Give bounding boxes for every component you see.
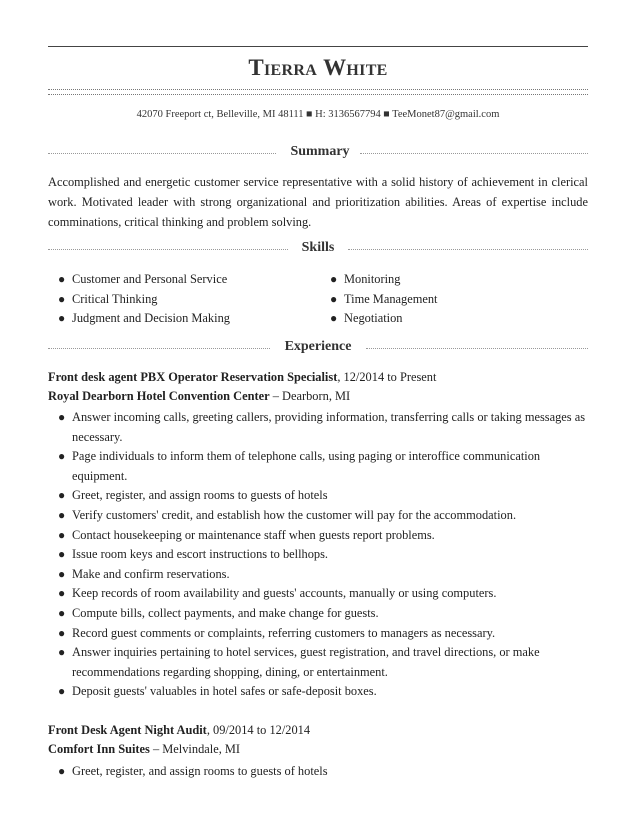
divider-left — [48, 153, 276, 154]
bullet-icon: ● — [58, 410, 66, 424]
skill-label: Customer and Personal Service — [72, 272, 228, 286]
summary-heading: Summary — [290, 144, 350, 159]
last-name: White — [323, 55, 388, 80]
duty-text: Answer incoming calls, greeting callers, providing information, transferring calls or taking messages as necessary. — [72, 410, 586, 444]
divider-left — [48, 348, 270, 349]
duty-text: Answer inquiries pertaining to hotel services, guest registration, and travel directions, or make recommendations regarding shopping, dining, or entertainment. — [72, 645, 540, 679]
duty-text: Verify customers' credit, and establish how the customer will pay for the accommodation. — [72, 507, 517, 522]
duty-item — [48, 624, 588, 644]
bullet-icon: ● — [58, 507, 66, 522]
job-company: Royal Dearborn Hotel Convention Center — [48, 389, 270, 403]
bullet-icon: ● — [58, 488, 66, 503]
name-divider — [48, 89, 588, 95]
skill-item — [48, 290, 230, 310]
skill-item — [48, 270, 230, 290]
top-rule — [48, 46, 588, 47]
duty-item — [48, 643, 588, 682]
duty-item — [48, 526, 588, 546]
bullet-icon: ● — [58, 449, 66, 464]
bullet-icon: ● — [58, 625, 66, 640]
duty-text: Keep records of room availability and guests' accounts, manually or using computers. — [72, 586, 497, 601]
duty-text: Issue room keys and escort instructions to bellhops. — [72, 547, 329, 562]
duty-item — [48, 762, 588, 782]
duty-text: Deposit guests' valuables in hotel safes or safe-deposit boxes. — [72, 684, 377, 699]
skill-item — [48, 309, 230, 329]
skill-label: Monitoring — [344, 272, 401, 286]
duty-item — [48, 447, 588, 486]
duty-text: Compute bills, collect payments, and make change for guests. — [72, 605, 379, 620]
skills-left-column — [48, 270, 230, 329]
experience-heading: Experience — [284, 339, 352, 354]
bullet-icon: ● — [58, 311, 66, 325]
skill-item — [320, 270, 438, 290]
job-duties — [48, 408, 588, 702]
duty-text: Page individuals to inform them of telephone calls, using paging or interoffice communication equipment. — [72, 449, 541, 483]
duty-text: Record guest comments or complaints, referring customers to managers as necessary. — [72, 625, 496, 640]
job-company-line — [48, 389, 588, 404]
candidate-name — [48, 55, 588, 81]
duty-item — [48, 506, 588, 526]
bullet-icon: ● — [58, 605, 66, 620]
bullet-icon: ● — [58, 272, 66, 286]
job-company: Comfort Inn Suites — [48, 742, 150, 756]
bullet-icon: ● — [58, 547, 66, 562]
duty-item — [48, 565, 588, 585]
job-title-line — [48, 370, 588, 385]
skill-label: Time Management — [344, 291, 438, 306]
duty-item — [48, 545, 588, 565]
skill-item — [320, 309, 438, 329]
bullet-icon: ● — [330, 291, 338, 306]
skill-label: Judgment and Decision Making — [72, 311, 230, 325]
job-company-line — [48, 742, 588, 757]
job-duties — [48, 762, 588, 782]
first-name: Tierra — [248, 55, 318, 80]
divider-right — [360, 153, 588, 154]
bullet-icon: ● — [58, 764, 66, 778]
duty-item — [48, 408, 588, 447]
divider-right — [348, 249, 588, 250]
bullet-icon: ● — [330, 311, 338, 325]
skill-label: Negotiation — [344, 311, 403, 325]
bullet-icon: ● — [330, 272, 338, 286]
job-title-line — [48, 723, 588, 738]
skills-heading-row — [48, 240, 588, 258]
bullet-icon: ● — [58, 645, 66, 660]
job-location: – Melvindale, MI — [149, 742, 241, 756]
skill-label: Critical Thinking — [72, 291, 158, 306]
job-title: Front desk agent PBX Operator Reservation Specialist — [48, 370, 338, 384]
bullet-icon: ● — [58, 586, 66, 601]
bullet-icon: ● — [58, 684, 66, 699]
divider-left — [48, 249, 288, 250]
skill-item — [320, 290, 438, 310]
summary-text: Accomplished and energetic customer service representative with a solid history of achievement in clerical work. Motivated leader with strong organizational and prioritization abilities. Areas of expertise include comminations, critical thinking and problem solving. — [48, 175, 588, 229]
job-dates: , 12/2014 to Present — [337, 370, 437, 384]
duty-text: Greet, register, and assign rooms to guests of hotels — [72, 488, 328, 503]
summary-heading-row — [48, 144, 588, 162]
experience-heading-row — [48, 339, 588, 357]
duty-item — [48, 604, 588, 624]
duty-item — [48, 584, 588, 604]
duty-item — [48, 486, 588, 506]
job-dates: , 09/2014 to 12/2014 — [206, 723, 311, 737]
contact-line: 42070 Freeport ct, Belleville, MI 48111 ■ H: 3136567794 ■ TeeMonet87@gmail.com — [136, 109, 500, 120]
skills-heading: Skills — [301, 240, 335, 255]
duty-text: Contact housekeeping or maintenance staff when guests report problems. — [72, 527, 435, 542]
bullet-icon: ● — [58, 566, 66, 581]
job-title: Front Desk Agent Night Audit — [48, 723, 207, 737]
duty-text: Greet, register, and assign rooms to guests of hotels — [72, 764, 328, 778]
duty-item — [48, 682, 588, 702]
job-location: – Dearborn, MI — [269, 389, 351, 403]
skills-right-column — [320, 270, 438, 329]
bullet-icon: ● — [58, 527, 66, 542]
divider-right — [366, 348, 588, 349]
bullet-icon: ● — [58, 291, 66, 306]
duty-text: Make and confirm reservations. — [72, 566, 230, 581]
